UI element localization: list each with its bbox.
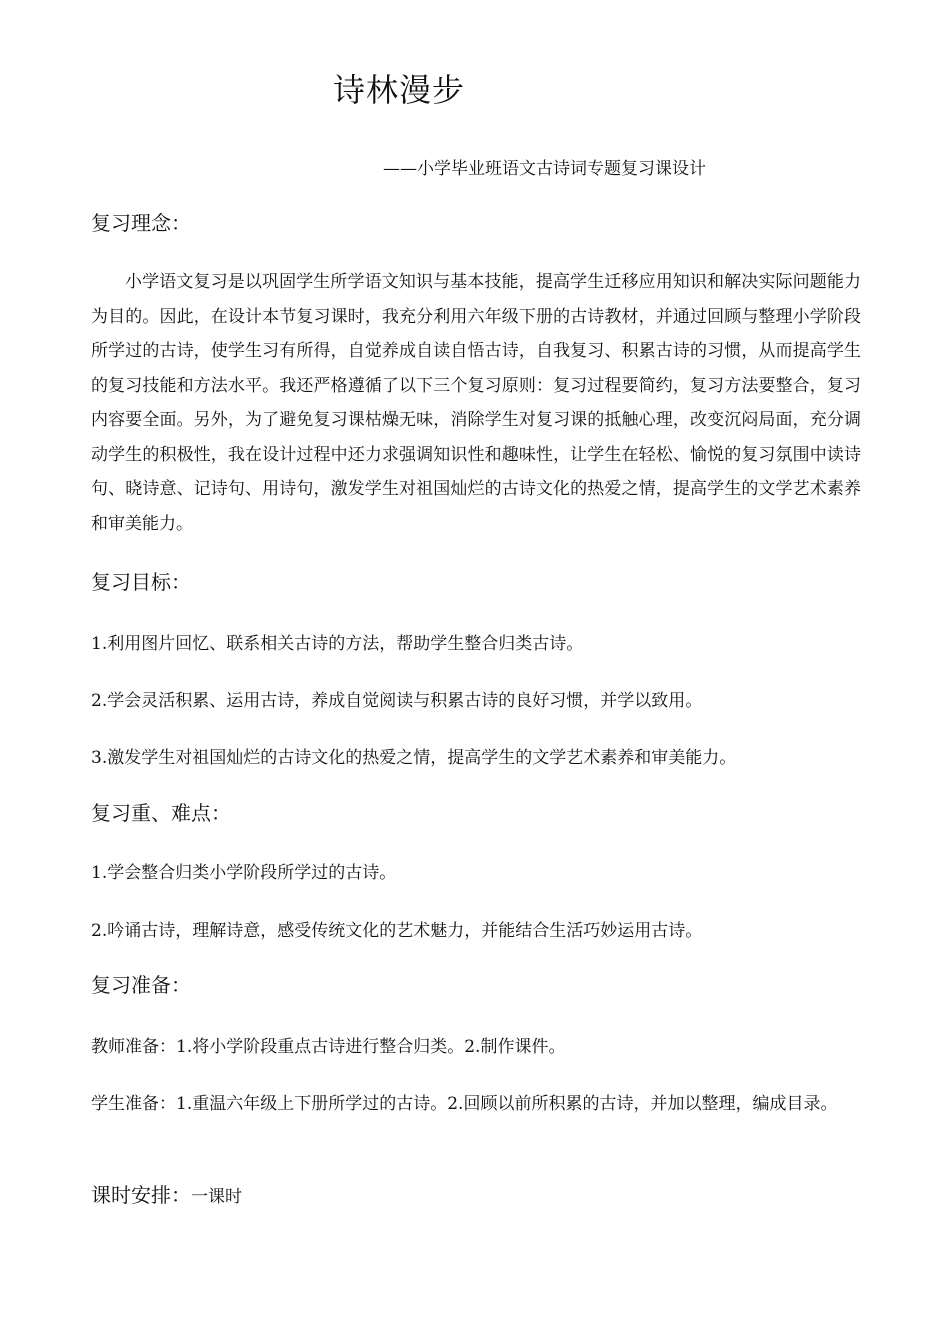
goals-heading: 复习目标： xyxy=(91,570,191,594)
document-subtitle: ——小学毕业班语文古诗词专题复习课设计 xyxy=(383,159,706,179)
schedule-label: 课时安排： xyxy=(91,1183,191,1207)
goal-item-1: 1.利用图片回忆、联系相关古诗的方法，帮助学生整合归类古诗。 xyxy=(91,634,584,654)
goal-item-3: 3.激发学生对祖国灿烂的古诗文化的热爱之情，提高学生的文学艺术素养和审美能力。 xyxy=(91,748,737,768)
schedule-value: 一课时 xyxy=(191,1187,242,1207)
preparation-heading: 复习准备： xyxy=(91,973,191,997)
student-preparation: 学生准备：1.重温六年级上下册所学过的古诗。2.回顾以前所积累的古诗，并加以整理，编成目录。 xyxy=(91,1094,838,1114)
key-point-item-1: 1.学会整合归类小学阶段所学过的古诗。 xyxy=(91,863,397,883)
teacher-preparation: 教师准备：1.将小学阶段重点古诗进行整合归类。2.制作课件。 xyxy=(91,1037,566,1057)
goal-item-2: 2.学会灵活积累、运用古诗，养成自觉阅读与积累古诗的良好习惯，并学以致用。 xyxy=(91,691,703,711)
schedule-line xyxy=(91,1180,242,1212)
concept-paragraph: 小学语文复习是以巩固学生所学语文知识与基本技能，提高学生迁移应用知识和解决实际问题能力为目的。因此，在设计本节复习课时，我充分利用六年级下册的古诗教材，并通过回顾与整理小学阶段所学过的古诗，使学生习有所得，自觉养成自读自悟古诗，自我复习、积累古诗的习惯，从而提高学生的复习技能和方法水平。我还严格遵循了以下三个复习原则：复习过程要简约，复习方法要整合，复习内容要全面。另外，为了避免复习课枯燥无味，消除学生对复习课的抵触心理，改变沉闷局面，充分调动学生的积极性，我在设计过程中还力求强调知识性和趣味性，让学生在轻松、愉悦的复习氛围中读诗句、晓诗意、记诗句、用诗句，激发学生对祖国灿烂的古诗文化的热爱之情，提高学生的文学艺术素养和审美能力。 xyxy=(91,272,861,534)
key-point-item-2: 2.吟诵古诗，理解诗意，感受传统文化的艺术魅力，并能结合生活巧妙运用古诗。 xyxy=(91,921,703,941)
document-title: 诗林漫步 xyxy=(333,71,466,109)
key-points-heading: 复习重、难点： xyxy=(91,801,231,825)
concept-heading: 复习理念： xyxy=(91,211,191,235)
